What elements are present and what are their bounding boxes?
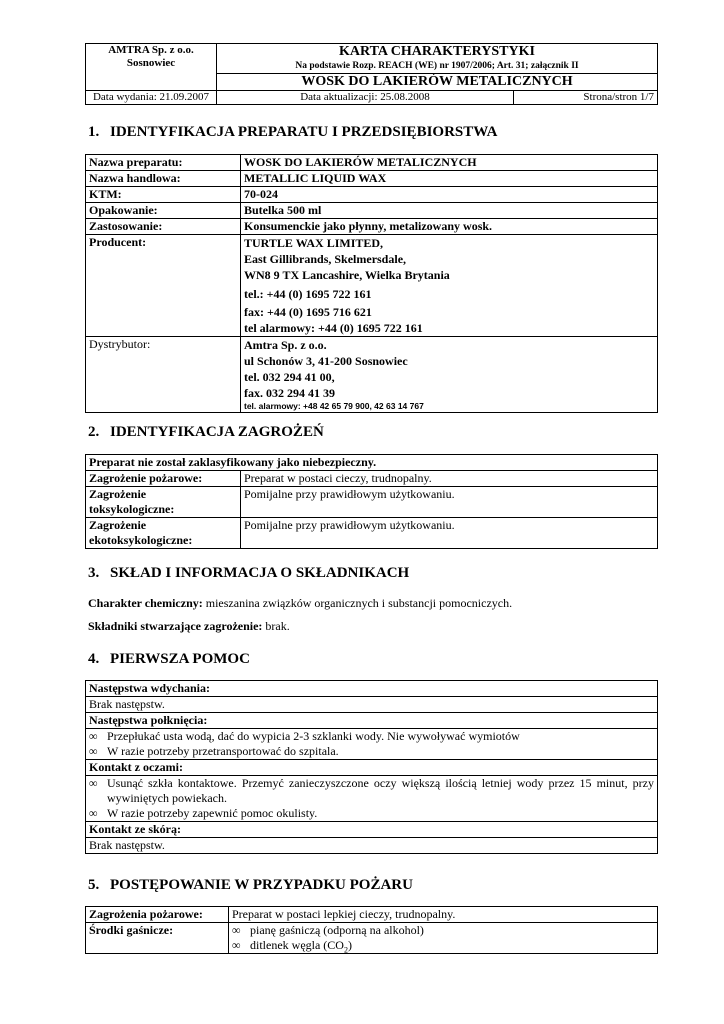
fire-hazard-value: Preparat w postaci cieczy, trudnopalny. bbox=[241, 471, 658, 487]
ecotox-hazard-value: Pomijalne przy prawidłowym użytkowaniu. bbox=[241, 518, 658, 549]
skin-contact-value: Brak następstw. bbox=[86, 838, 658, 854]
list-item bbox=[89, 729, 654, 744]
section-5-title: POSTĘPOWANIE W PRZYPADKU POŻARU bbox=[110, 877, 413, 893]
table-row bbox=[86, 171, 658, 187]
producer-label: Producent: bbox=[86, 235, 241, 337]
table-row bbox=[86, 838, 658, 854]
producer-line: TURTLE WAX LIMITED, bbox=[244, 236, 384, 250]
section-4-table bbox=[85, 680, 658, 854]
producer-row bbox=[86, 235, 658, 337]
chemical-character-label: Charakter chemiczny: bbox=[88, 596, 203, 610]
list-item-text: W razie potrzeby przetransportować do szpitala. bbox=[107, 744, 339, 758]
bullet-icon: ∞ bbox=[89, 776, 98, 790]
ecotox-label-line2: ekotoksykologiczne: bbox=[89, 533, 193, 547]
section-4-title: PIERWSZA POMOC bbox=[110, 651, 250, 667]
section-3-heading bbox=[88, 564, 409, 582]
section-2-title: IDENTYFIKACJA ZAGROŻEŃ bbox=[110, 424, 324, 440]
company-name: AMTRA Sp. z o.o. bbox=[108, 44, 194, 56]
row-value: Butelka 500 ml bbox=[241, 203, 658, 219]
section-1-number: 1. bbox=[88, 124, 100, 140]
distributor-line: Amtra Sp. z o.o. bbox=[244, 338, 327, 352]
list-item-text bbox=[250, 938, 654, 953]
section-5-heading bbox=[88, 876, 413, 894]
eye-contact-label: Kontakt z oczami: bbox=[86, 760, 658, 776]
fire-hazards-value: Preparat w postaci lepkiej cieczy, trudnopalny. bbox=[229, 907, 658, 923]
document-header bbox=[85, 43, 658, 105]
list-item bbox=[89, 776, 654, 806]
co2-close: ) bbox=[347, 938, 352, 952]
table-row bbox=[86, 518, 658, 549]
table-row bbox=[86, 907, 658, 923]
inhalation-label: Następstwa wdychania: bbox=[86, 681, 658, 697]
table-row bbox=[86, 219, 658, 235]
row-value: WOSK DO LAKIERÓW METALICZNYCH bbox=[241, 155, 658, 171]
list-item bbox=[232, 938, 654, 953]
document-basis: Na podstawie Rozp. REACH (WE) nr 1907/2006; Art. 31; załącznik II bbox=[295, 61, 579, 71]
fire-hazards-label: Zagrożenia pożarowe: bbox=[86, 907, 229, 923]
extinguishing-label: Środki gaśnicze: bbox=[86, 923, 229, 954]
distributor-row bbox=[86, 337, 658, 413]
row-value: Konsumenckie jako płynny, metalizowany wosk. bbox=[241, 219, 658, 235]
bullet-icon: ∞ bbox=[89, 744, 98, 758]
hazardous-components bbox=[88, 619, 290, 634]
company-cell bbox=[86, 44, 217, 91]
list-item bbox=[89, 744, 654, 759]
list-item-text: Przepłukać usta wodą, dać do wypicia 2-3 szklanki wody. Nie wywoływać wymiotów bbox=[107, 729, 520, 743]
row-value: 70-024 bbox=[241, 187, 658, 203]
row-label: Opakowanie: bbox=[86, 203, 241, 219]
section-1-title: IDENTYFIKACJA PREPARATU I PRZEDSIĘBIORSTWA bbox=[110, 124, 498, 140]
chemical-character bbox=[88, 596, 512, 611]
list-item-text: W razie potrzeby zapewnić pomoc okulisty. bbox=[107, 806, 318, 820]
section-1-heading bbox=[88, 123, 497, 141]
page-number: Strona/stron 1/7 bbox=[514, 91, 658, 105]
table-row bbox=[86, 203, 658, 219]
table-row bbox=[86, 697, 658, 713]
co2-text: ditlenek węgla (CO bbox=[250, 938, 344, 952]
table-row bbox=[86, 729, 658, 760]
classification-text: Preparat nie został zaklasyfikowany jako niebezpieczny. bbox=[86, 455, 658, 471]
ecotox-hazard-label bbox=[86, 518, 241, 549]
row-value: METALLIC LIQUID WAX bbox=[241, 171, 658, 187]
producer-value bbox=[241, 235, 658, 337]
product-title: WOSK DO LAKIERÓW METALICZNYCH bbox=[217, 74, 658, 91]
table-row bbox=[86, 760, 658, 776]
table-row bbox=[86, 155, 658, 171]
tox-hazard-value: Pomijalne przy prawidłowym użytkowaniu. bbox=[241, 487, 658, 518]
bullet-icon: ∞ bbox=[89, 729, 98, 743]
extinguishing-items bbox=[229, 923, 658, 954]
row-label: KTM: bbox=[86, 187, 241, 203]
bullet-icon: ∞ bbox=[89, 806, 98, 820]
skin-contact-label: Kontakt ze skórą: bbox=[86, 822, 658, 838]
update-date: Data aktualizacji: 25.08.2008 bbox=[217, 91, 514, 105]
producer-line: tel alarmowy: +44 (0) 1695 722 161 bbox=[244, 321, 423, 335]
distributor-line: ul Schonów 3, 41-200 Sosnowiec bbox=[244, 354, 408, 368]
section-5-number: 5. bbox=[88, 877, 100, 893]
producer-line: fax: +44 (0) 1695 716 621 bbox=[244, 305, 372, 319]
list-item bbox=[89, 806, 654, 821]
section-1-table bbox=[85, 154, 658, 413]
hazardous-components-value: brak. bbox=[262, 619, 290, 633]
fire-hazard-label: Zagrożenie pożarowe: bbox=[86, 471, 241, 487]
eye-contact-items bbox=[86, 776, 658, 822]
document-title: KARTA CHARAKTERYSTYKI bbox=[339, 44, 535, 59]
table-row bbox=[86, 681, 658, 697]
chemical-character-value: mieszanina związków organicznych i substancji pomocniczych. bbox=[202, 596, 513, 610]
ecotox-label-line1: Zagrożenie bbox=[89, 518, 147, 532]
table-row bbox=[86, 487, 658, 518]
issue-date: Data wydania: 21.09.2007 bbox=[86, 91, 217, 105]
tox-label-line2: toksykologiczne: bbox=[89, 502, 175, 516]
section-4-heading bbox=[88, 650, 250, 668]
section-2-table bbox=[85, 454, 658, 549]
section-3-title: SKŁAD I INFORMACJA O SKŁADNIKACH bbox=[110, 565, 410, 581]
bullet-icon: ∞ bbox=[232, 923, 241, 937]
swallow-items bbox=[86, 729, 658, 760]
section-5-table bbox=[85, 906, 658, 954]
producer-line: tel.: +44 (0) 1695 722 161 bbox=[244, 287, 372, 301]
section-2-heading bbox=[88, 423, 324, 441]
company-city: Sosnowiec bbox=[126, 57, 176, 69]
table-row bbox=[86, 471, 658, 487]
section-3-number: 3. bbox=[88, 565, 100, 581]
producer-line: WN8 9 TX Lancashire, Wielka Brytania bbox=[244, 268, 450, 282]
table-row bbox=[86, 923, 658, 954]
distributor-value bbox=[241, 337, 658, 413]
hazardous-components-label: Składniki stwarzające zagrożenie: bbox=[88, 619, 263, 633]
table-row bbox=[86, 455, 658, 471]
tox-hazard-label bbox=[86, 487, 241, 518]
inhalation-value: Brak następstw. bbox=[86, 697, 658, 713]
list-item-text: pianę gaśniczą (odporną na alkohol) bbox=[250, 923, 424, 937]
distributor-label: Dystrybutor: bbox=[86, 337, 241, 413]
swallow-label: Następstwa połknięcia: bbox=[86, 713, 658, 729]
row-label: Nazwa handlowa: bbox=[86, 171, 241, 187]
producer-line: East Gillibrands, Skelmersdale, bbox=[244, 252, 407, 266]
section-4-number: 4. bbox=[88, 651, 100, 667]
title-cell bbox=[217, 44, 658, 74]
distributor-line: tel. 032 294 41 00, bbox=[244, 370, 335, 384]
list-item bbox=[232, 923, 654, 938]
table-row bbox=[86, 776, 658, 822]
tox-label-line1: Zagrożenie bbox=[89, 487, 147, 501]
table-row bbox=[86, 187, 658, 203]
co2-subscript: 2 bbox=[343, 945, 348, 955]
list-item-text: Usunąć szkła kontaktowe. Przemyć zanieczyszczone oczy większą ilością letniej wody przez 15 minut, przy wywiniętych powiekach. bbox=[107, 776, 654, 805]
row-label: Zastosowanie: bbox=[86, 219, 241, 235]
distributor-alarm: tel. alarmowy: +48 42 65 79 900, 42 63 14 767 bbox=[244, 401, 424, 411]
distributor-line: fax. 032 294 41 39 bbox=[244, 386, 335, 400]
table-row bbox=[86, 822, 658, 838]
bullet-icon: ∞ bbox=[232, 938, 241, 952]
row-label: Nazwa preparatu: bbox=[86, 155, 241, 171]
section-2-number: 2. bbox=[88, 424, 100, 440]
table-row bbox=[86, 713, 658, 729]
